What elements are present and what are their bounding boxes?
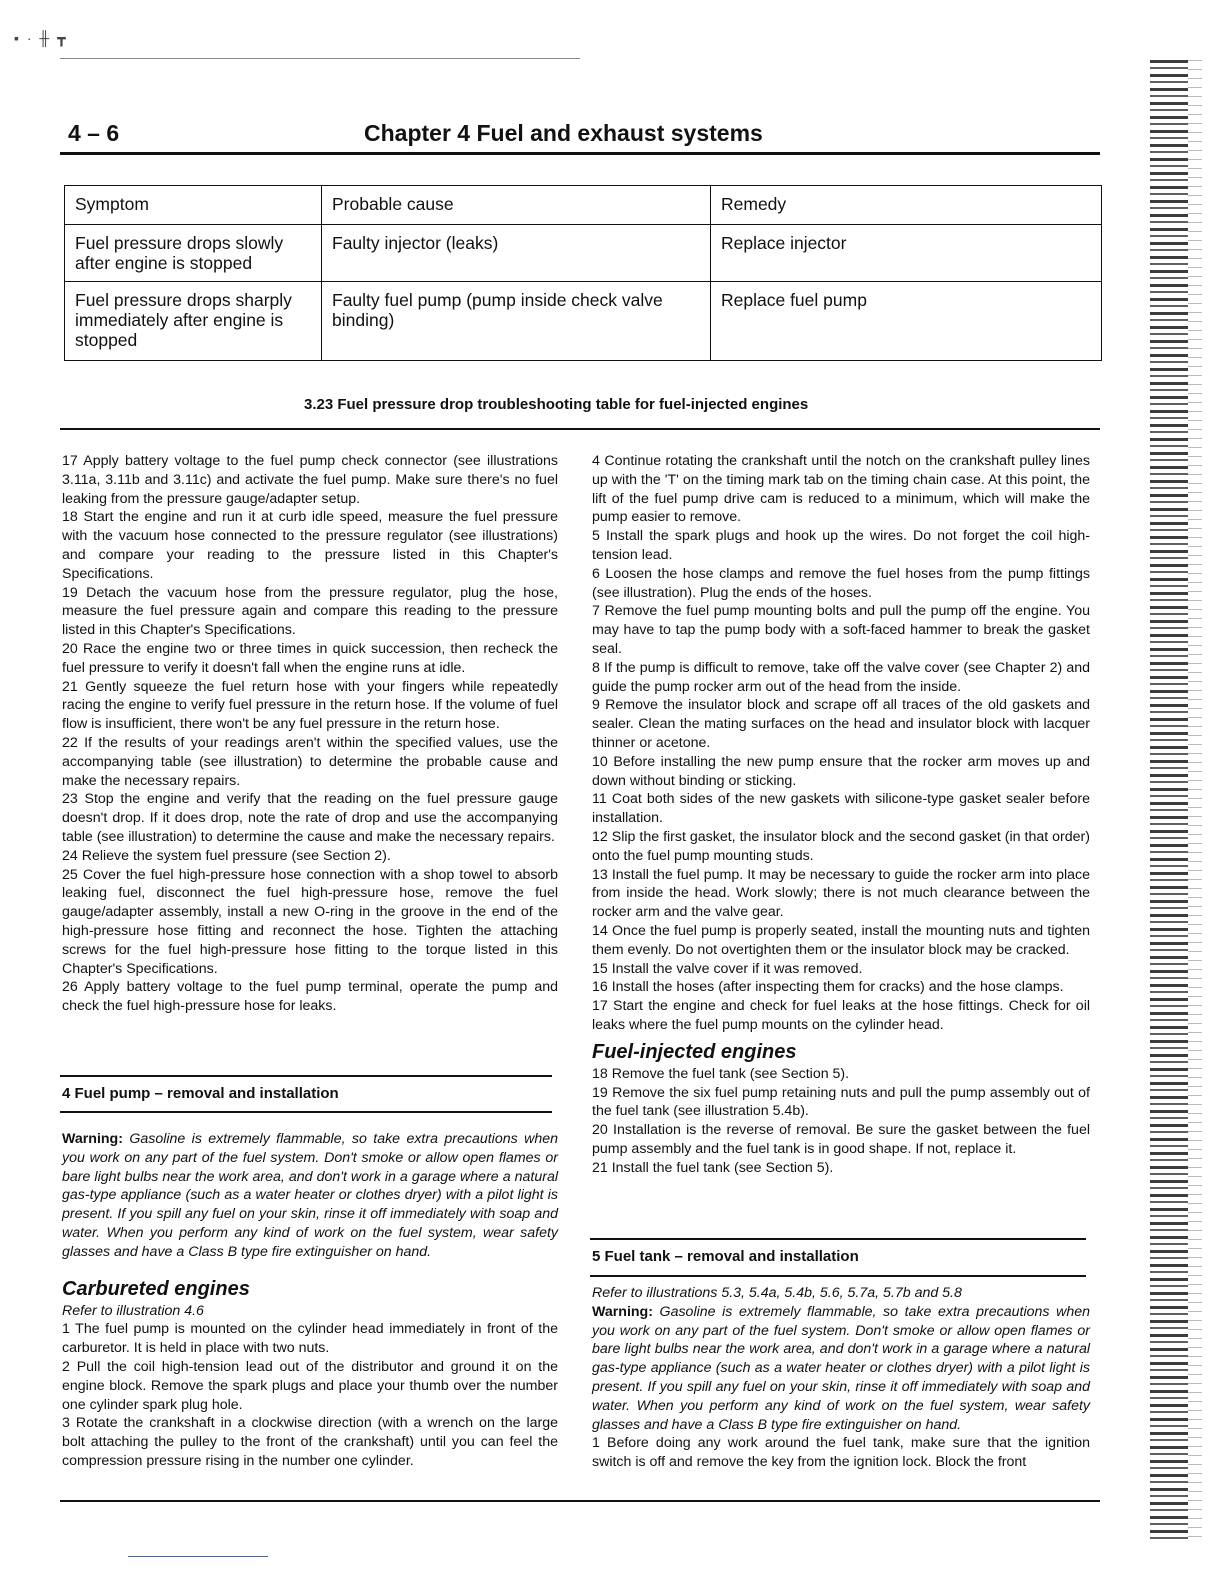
section-rule [590, 1238, 1086, 1240]
table-cell: Replace fuel pump [711, 282, 1102, 361]
section-heading: 4 Fuel pump – removal and installation [62, 1085, 339, 1102]
paragraph: 14 Once the fuel pump is properly seated, install the mounting nuts and tighten them evenly. Do not overtighten them or the insulator block may be cracked. [592, 922, 1090, 958]
page-header [60, 118, 1100, 155]
table-header: Probable cause [322, 186, 711, 225]
right-column [592, 452, 1090, 1177]
subheading: Carbureted engines [62, 1277, 250, 1300]
bottom-rule [60, 1500, 1100, 1502]
table-row [65, 282, 1102, 361]
table-cell: Fuel pressure drops slowly after engine is stopped [65, 225, 322, 282]
paragraph: 12 Slip the first gasket, the insulator block and the second gasket (in that order) onto the fuel pump mounting studs. [592, 828, 1090, 864]
warning-text: Gasoline is extremely flammable, so take extra precautions when you work on any part of the fuel system. Don't smoke or allow open flames or bare light bulbs near the work area, and don't work in a garage where a natural gas-type appliance (such as a water heater or clothes dryer) with a pilot light is present. If you spill any fuel on your skin, rinse it off immediately with soap and water. When you perform any kind of work on the fuel system, wear safety glasses and have a Class B type fire extinguisher on hand. [62, 1131, 558, 1260]
page-edge-binding-light [1188, 60, 1202, 1540]
table-header: Remedy [711, 186, 1102, 225]
paragraph: 11 Coat both sides of the new gaskets with silicone-type gasket sealer before installation. [592, 791, 1090, 827]
paragraph: 16 Install the hoses (after inspecting them for cracks) and the hose clamps. [592, 979, 1064, 996]
table-cell: Fuel pressure drops sharply immediately after engine is stopped [65, 282, 322, 361]
left-column-lower [62, 1130, 558, 1471]
paragraph: 20 Installation is the reverse of removal. Be sure the gasket between the fuel pump assembly and the fuel tank is in good shape. If not, replace it. [592, 1122, 1090, 1157]
table-caption: 3.23 Fuel pressure drop troubleshooting table for fuel-injected engines [304, 396, 809, 413]
paragraph: 9 Remove the insulator block and scrape off all traces of the old gaskets and sealer. Clean the mating surfaces on the head and insulator block with lacquer thinner or acetone. [592, 697, 1090, 751]
paragraph: 17 Start the engine and check for fuel leaks at the hose fittings. Check for oil leaks where the fuel pump mounts on the cylinder head. [592, 998, 1090, 1033]
paragraph: 19 Detach the vacuum hose from the pressure regulator, plug the hose, measure the fuel pressure again and compare this reading to the pressure listed in this Chapter's Specifications. [62, 584, 558, 639]
paragraph: 17 Apply battery voltage to the fuel pump check connector (see illustrations 3.11a, 3.11b and 3.11c) and activate the fuel pump. Make sure there's no fuel leaking from the pressure gauge/adapter setup. [62, 453, 558, 507]
paragraph: 21 Install the fuel tank (see Section 5). [592, 1159, 834, 1176]
paragraph: 18 Start the engine and run it at curb idle speed, measure the fuel pressure with the vacuum hose connected to the pressure regulator (see illustrations) and compare your reading to the pressure listed in this Chapter's Specifications. [62, 509, 558, 582]
subheading: Fuel-injected engines [592, 1040, 797, 1063]
table-header-row [65, 186, 1102, 225]
scan-artifact: ▪ · ╫ ┳ [14, 30, 68, 46]
illustration-ref: Refer to illustrations 5.3, 5.4a, 5.4b, 5.6, 5.7a, 5.7b and 5.8 [592, 1285, 962, 1301]
section-heading: 5 Fuel tank – removal and installation [592, 1248, 859, 1265]
paragraph: 10 Before installing the new pump ensure that the rocker arm moves up and down without binding or sticking. [592, 753, 1090, 789]
warning-label: Warning: [62, 1131, 123, 1147]
table-row [65, 225, 1102, 282]
paragraph: 6 Loosen the hose clamps and remove the fuel hoses from the pump fittings (see illustration). Plug the ends of the hoses. [592, 565, 1090, 601]
paragraph: 21 Gently squeeze the fuel return hose with your fingers while repeatedly racing the engine to verify fuel pressure in the return hose. If the volume of fuel flow is insufficient, there won't be any fuel pressure in the return hose. [62, 678, 558, 733]
troubleshooting-table [64, 185, 1102, 361]
bottom-link-line [128, 1556, 268, 1557]
top-scan-line [60, 58, 580, 59]
paragraph: 13 Install the fuel pump. It may be necessary to guide the rocker arm into place from inside the head. Work slowly; there is not much clearance between the rocker arm and the valve gear. [592, 866, 1090, 921]
paragraph: 26 Apply battery voltage to the fuel pump terminal, operate the pump and check the fuel high-pressure hose for leaks. [62, 979, 558, 1015]
warning-label: Warning: [592, 1303, 653, 1320]
illustration-ref: Refer to illustration 4.6 [62, 1302, 204, 1319]
paragraph: 1 Before doing any work around the fuel tank, make sure that the ignition switch is off and remove the key from the ignition lock. Block the front [592, 1435, 1090, 1471]
page-number: 4 – 6 [68, 120, 120, 146]
warning-paragraph [62, 1130, 558, 1262]
page-edge-binding [1150, 60, 1190, 1540]
section-rule [60, 1075, 552, 1077]
paragraph: 2 Pull the coil high-tension lead out of the distributor and ground it on the engine block. Remove the spark plugs and place your thumb over the number one cylinder spark plug hole. [62, 1358, 558, 1413]
table-cell: Faulty injector (leaks) [322, 225, 711, 282]
left-column [62, 452, 558, 1016]
paragraph: 15 Install the valve cover if it was removed. [592, 960, 863, 977]
chapter-title: Chapter 4 Fuel and exhaust systems [364, 120, 763, 146]
paragraph: 23 Stop the engine and verify that the reading on the fuel pressure gauge doesn't drop. If it does drop, note the rate of drop and use the accompanying table (see illustration) to determine the cause and make the necessary repairs. [62, 791, 558, 845]
paragraph: 3 Rotate the crankshaft in a clockwise direction (with a wrench on the large bolt attaching the pulley to the front of the crankshaft) until you can feel the compression pressure rising in the number one cylinder. [62, 1415, 558, 1469]
table-cell: Faulty fuel pump (pump inside check valve binding) [322, 282, 711, 361]
table-header: Symptom [65, 186, 322, 225]
table-cell: Replace injector [711, 225, 1102, 282]
paragraph: 18 Remove the fuel tank (see Section 5). [592, 1065, 850, 1082]
paragraph: 8 If the pump is difficult to remove, take off the valve cover (see Chapter 2) and guide the pump rocker arm out of the head from the inside. [592, 659, 1090, 695]
right-column-lower [592, 1284, 1090, 1472]
section-rule [590, 1275, 1086, 1277]
paragraph: 20 Race the engine two or three times in quick succession, then recheck the fuel pressure to verify it doesn't fall when the engine runs at idle. [62, 640, 558, 676]
paragraph: 7 Remove the fuel pump mounting bolts and pull the pump off the engine. You may have to tap the pump body with a soft-faced hammer to break the gasket seal. [592, 603, 1090, 657]
paragraph: 1 The fuel pump is mounted on the cylinder head immediately in front of the carburetor. It is held in place with two nuts. [62, 1321, 558, 1357]
caption-rule [60, 428, 1100, 430]
warning-text: Gasoline is extremely flammable, so take extra precautions when you work on any part of the fuel system. Don't smoke or allow open flames or bare light bulbs near the work area, and don't work in a garage where a natural gas-type appliance (such as a water heater or clothes dryer) with a pilot light is present. If you spill any fuel on your skin, rinse it off immediately with soap and water. When you perform any kind of work on the fuel system, wear safety glasses and have a Class B type fire extinguisher on hand. [592, 1303, 1090, 1433]
paragraph: 22 If the results of your readings aren't within the specified values, use the accompanying table (see illustration) to determine the probable cause and make the necessary repairs. [62, 734, 558, 789]
paragraph: 24 Relieve the system fuel pressure (see Section 2). [62, 847, 391, 864]
paragraph: 5 Install the spark plugs and hook up the wires. Do not forget the coil high-tension lead. [592, 528, 1090, 563]
paragraph: 25 Cover the fuel high-pressure hose connection with a shop towel to absorb leaking fuel, disconnect the fuel high-pressure hose, remove the fuel gauge/adapter assembly, install a new O-ring in the groove in the end of the high-pressure hose fitting and reconnect the hose. Tighten the attaching screws for the fuel high-pressure hose fitting to the torque listed in this Chapter's Specifications. [62, 866, 558, 977]
paragraph: 4 Continue rotating the crankshaft until the notch on the crankshaft pulley lines up with the 'T' on the timing mark tab on the timing chain case. At this point, the lift of the fuel pump drive cam is reduced to a minimum, which will make the pump easier to remove. [592, 453, 1090, 526]
section-rule [60, 1111, 552, 1113]
paragraph: 19 Remove the six fuel pump retaining nuts and pull the pump assembly out of the fuel tank (see illustration 5.4b). [592, 1084, 1090, 1120]
warning-paragraph [592, 1303, 1090, 1435]
